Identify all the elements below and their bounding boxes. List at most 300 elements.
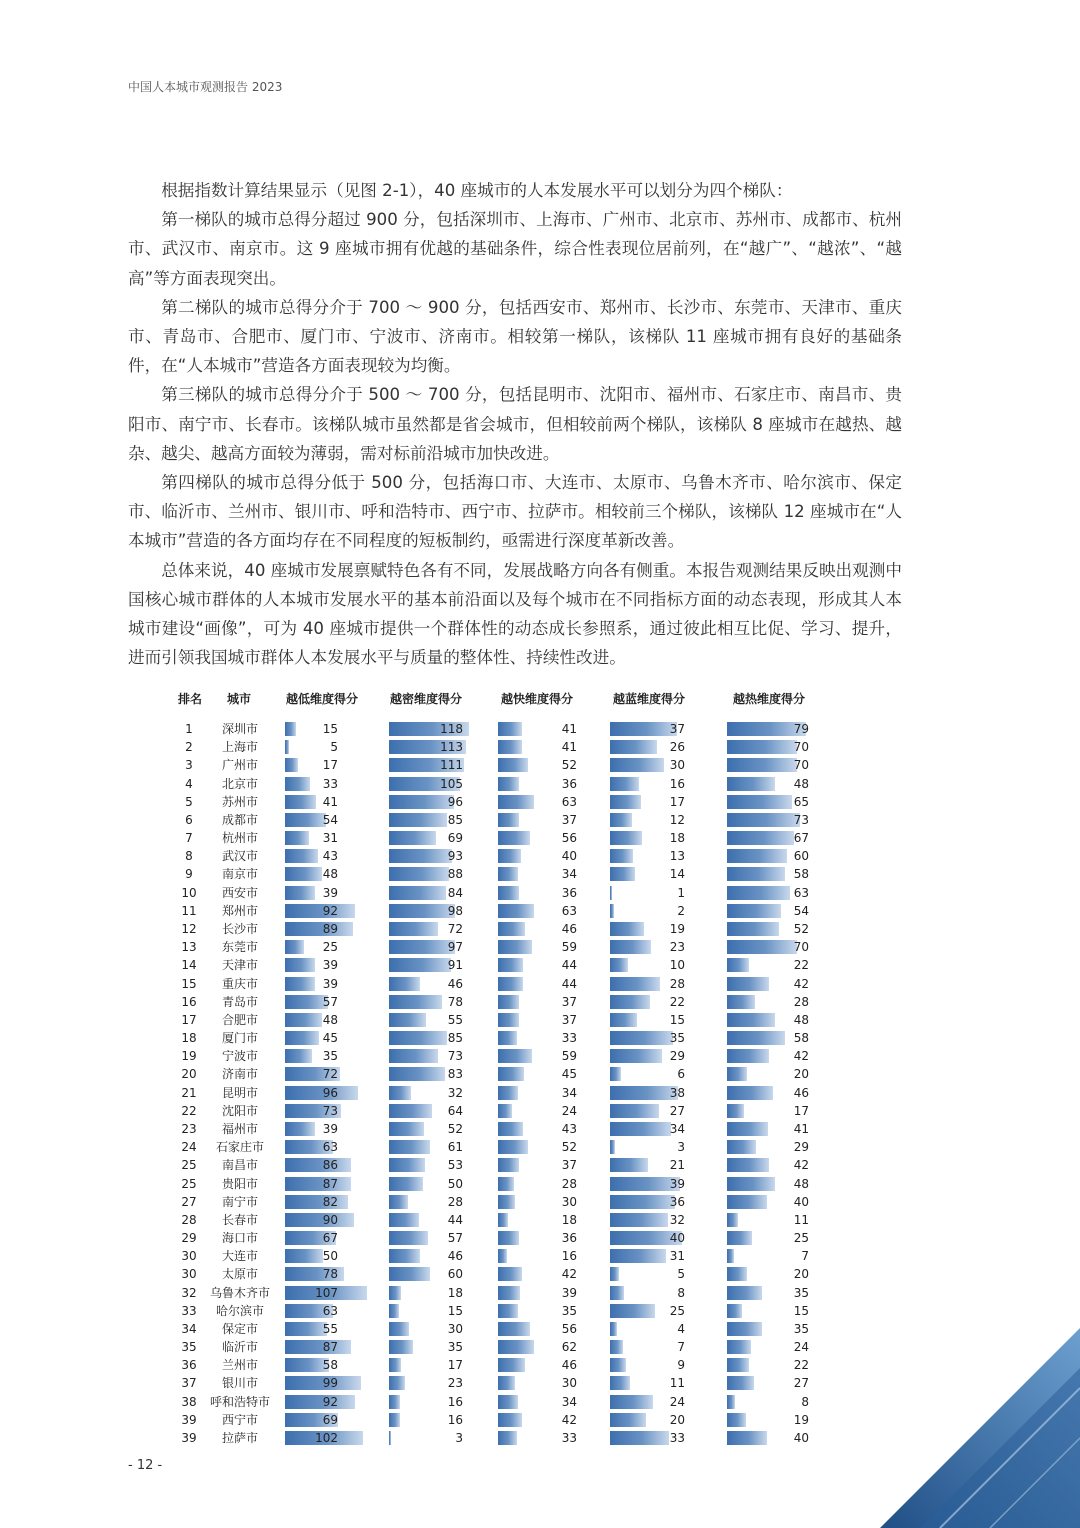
hot-score-value: 70 [793, 758, 809, 773]
low-score-value: 99 [322, 1376, 338, 1391]
city-cell: 宁波市 [221, 1049, 258, 1064]
fast-score-bar [498, 722, 522, 736]
dense-score-bar [389, 1304, 399, 1318]
blue-score-value: 30 [669, 758, 685, 773]
rank-cell: 20 [181, 1067, 197, 1082]
dense-score-value: 60 [447, 1267, 463, 1282]
fast-score-bar [498, 795, 534, 809]
low-score-value: 17 [322, 758, 338, 773]
dense-score-value: 72 [447, 921, 463, 936]
hot-score-value: 65 [793, 794, 809, 809]
fast-score-bar [498, 1213, 508, 1227]
hot-score-bar [727, 1267, 747, 1281]
fast-score-bar [498, 1158, 519, 1172]
table-header-4: 越快维度得分 [501, 692, 574, 706]
fast-score-value: 45 [561, 1067, 577, 1082]
blue-score-value: 3 [677, 1140, 685, 1155]
rank-cell: 15 [181, 976, 197, 991]
rank-cell: 27 [181, 1194, 197, 1209]
low-score-bar [285, 740, 289, 754]
low-score-value: 39 [322, 958, 338, 973]
hot-score-bar [727, 1431, 767, 1445]
hot-score-bar [727, 1340, 751, 1354]
blue-score-bar [610, 795, 641, 809]
low-score-value: 90 [322, 1212, 338, 1227]
dense-score-value: 18 [447, 1285, 463, 1300]
fast-score-bar [498, 813, 519, 827]
hot-score-value: 70 [793, 940, 809, 955]
hot-score-bar [727, 1049, 769, 1063]
hot-score-value: 25 [793, 1231, 809, 1246]
city-cell: 昆明市 [221, 1085, 258, 1100]
hot-score-bar [727, 1140, 756, 1154]
blue-score-value: 17 [669, 794, 685, 809]
paragraph: 第二梯队的城市总得分介于 700 ～ 900 分，包括西安市、郑州市、长沙市、东莞市、天津市、重庆市、青岛市、合肥市、厦门市、宁波市、济南市。相较第一梯队，该梯队 11 座城市拥有良好的基础条件，在“人本城市”营造各方面表现较为均衡。 [128, 297, 902, 376]
blue-score-value: 12 [669, 812, 685, 827]
low-score-value: 39 [322, 1121, 338, 1136]
dense-score-bar [389, 1013, 426, 1027]
rank-cell: 33 [181, 1303, 197, 1318]
low-score-value: 41 [322, 794, 338, 809]
hot-score-value: 8 [801, 1394, 809, 1409]
hot-score-value: 29 [793, 1140, 809, 1155]
rank-cell: 6 [185, 812, 193, 827]
rank-cell: 16 [181, 994, 197, 1009]
low-score-value: 55 [322, 1321, 338, 1336]
corner-decoration [880, 1328, 1080, 1528]
dense-score-bar [389, 1195, 408, 1209]
dense-score-value: 69 [447, 831, 463, 846]
rank-cell: 13 [181, 940, 197, 955]
fast-score-value: 37 [561, 1012, 577, 1027]
hot-score-value: 41 [793, 1121, 809, 1136]
blue-score-value: 14 [669, 867, 685, 882]
low-score-value: 43 [322, 849, 338, 864]
city-cell: 长春市 [221, 1212, 258, 1227]
dense-score-value: 85 [447, 1031, 463, 1046]
fast-score-bar [498, 1140, 528, 1154]
fast-score-bar [498, 740, 522, 754]
fast-score-value: 44 [561, 958, 577, 973]
city-cell: 保定市 [221, 1321, 258, 1336]
rank-cell: 39 [181, 1412, 197, 1427]
hot-score-value: 22 [793, 1358, 809, 1373]
dense-score-value: 97 [447, 940, 463, 955]
dense-score-value: 57 [447, 1231, 463, 1246]
city-cell: 西宁市 [221, 1412, 258, 1427]
blue-score-value: 5 [677, 1267, 685, 1282]
rank-cell: 2 [185, 740, 193, 755]
city-cell: 贵阳市 [221, 1176, 258, 1191]
rank-cell: 30 [181, 1267, 197, 1282]
rank-cell: 4 [185, 776, 193, 791]
rank-cell: 3 [185, 758, 193, 773]
city-cell: 哈尔滨市 [215, 1303, 264, 1318]
fast-score-value: 41 [561, 722, 577, 736]
city-cell: 长沙市 [221, 921, 258, 936]
dense-score-bar [389, 1286, 401, 1300]
dense-score-value: 118 [440, 722, 463, 736]
dense-score-value: 96 [447, 794, 463, 809]
city-cell: 大连市 [221, 1249, 258, 1264]
fast-score-bar [498, 1177, 514, 1191]
fast-score-value: 34 [561, 1085, 577, 1100]
hot-score-value: 48 [793, 776, 809, 791]
dense-score-bar [389, 1340, 413, 1354]
dense-score-value: 113 [440, 740, 463, 755]
city-cell: 太原市 [221, 1267, 258, 1282]
blue-score-value: 10 [669, 958, 685, 973]
blue-score-bar [610, 777, 639, 791]
rank-cell: 9 [185, 867, 193, 882]
low-score-value: 102 [315, 1431, 338, 1446]
fast-score-bar [498, 1249, 507, 1263]
rank-cell: 17 [181, 1012, 197, 1027]
rank-cell: 23 [181, 1121, 197, 1136]
fast-score-bar [498, 777, 519, 791]
hot-score-value: 19 [793, 1412, 809, 1427]
fast-score-value: 56 [561, 831, 577, 846]
rank-cell: 25 [181, 1176, 197, 1191]
city-cell: 成都市 [221, 812, 258, 827]
blue-score-value: 22 [669, 994, 685, 1009]
blue-score-value: 37 [669, 722, 685, 736]
low-score-value: 35 [322, 1049, 338, 1064]
dense-score-bar [389, 1413, 400, 1427]
blue-score-value: 6 [677, 1067, 685, 1082]
fast-score-bar [498, 1067, 524, 1081]
fast-score-bar [498, 1431, 517, 1445]
city-cell: 沈阳市 [221, 1103, 258, 1118]
rank-cell: 5 [185, 794, 193, 809]
blue-score-value: 34 [669, 1121, 685, 1136]
table-header-1: 城市 [227, 692, 252, 706]
hot-score-value: 20 [793, 1067, 809, 1082]
low-score-value: 31 [322, 831, 338, 846]
dense-score-bar [389, 1086, 411, 1100]
low-score-value: 5 [330, 740, 338, 755]
paragraph: 第三梯队的城市总得分介于 500 ～ 700 分，包括昆明市、沈阳市、福州市、石家庄市、南昌市、贵阳市、南宁市、长春市。该梯队城市虽然都是省会城市，但相较前两个梯队，该梯队 8 座城市在越热、越杂、越尖、越高方面较为薄弱，需对标前沿城市加快改进。 [128, 385, 902, 463]
fast-score-value: 36 [561, 885, 577, 900]
hot-score-bar [727, 1177, 775, 1191]
rank-cell: 36 [181, 1358, 197, 1373]
fast-score-value: 28 [561, 1176, 577, 1191]
fast-score-value: 16 [561, 1249, 577, 1264]
blue-score-value: 21 [669, 1158, 685, 1173]
blue-score-value: 31 [669, 1249, 685, 1264]
rank-cell: 12 [181, 921, 197, 936]
rank-cell: 19 [181, 1049, 197, 1064]
dense-score-value: 16 [447, 1394, 463, 1409]
hot-score-value: 46 [793, 1085, 809, 1100]
blue-score-value: 15 [669, 1012, 685, 1027]
blue-score-value: 9 [677, 1358, 685, 1373]
low-score-value: 63 [322, 1140, 338, 1155]
blue-score-bar [610, 1158, 648, 1172]
city-cell: 苏州市 [221, 794, 258, 809]
table-header-3: 越密维度得分 [390, 692, 463, 706]
blue-score-bar [610, 958, 628, 972]
low-score-value: 63 [322, 1303, 338, 1318]
city-cell: 福州市 [221, 1121, 258, 1136]
dense-score-value: 23 [447, 1376, 463, 1391]
fast-score-value: 40 [561, 849, 577, 864]
blue-score-value: 13 [669, 849, 685, 864]
fast-score-bar [498, 904, 534, 918]
fast-score-bar [498, 1086, 518, 1100]
blue-score-bar [610, 1267, 619, 1281]
blue-score-value: 38 [669, 1085, 685, 1100]
fast-score-bar [498, 1013, 519, 1027]
fast-score-value: 59 [561, 940, 577, 955]
rank-cell: 30 [181, 1249, 197, 1264]
fast-score-value: 52 [561, 758, 577, 773]
low-score-value: 57 [322, 994, 338, 1009]
fast-score-value: 46 [561, 921, 577, 936]
blue-score-bar [610, 1067, 621, 1081]
blue-score-value: 25 [669, 1303, 685, 1318]
blue-score-value: 4 [677, 1321, 685, 1336]
hot-score-bar [727, 958, 749, 972]
rank-cell: 28 [181, 1212, 197, 1227]
fast-score-value: 63 [561, 903, 577, 918]
low-score-value: 25 [322, 940, 338, 955]
hot-score-bar [727, 777, 775, 791]
city-cell: 深圳市 [221, 722, 258, 736]
low-score-value: 45 [322, 1031, 338, 1046]
hot-score-bar [727, 1086, 773, 1100]
city-cell: 北京市 [221, 776, 258, 791]
paragraph: 总体来说，40 座城市发展禀赋特色各有不同，发展战略方向各有侧重。本报告观测结果反映出观测中国核心城市群体的人本城市发展水平的基本前沿面以及每个城市在不同指标方面的动态表现，形成其人本城市建设“画像”，可为 40 座城市提供一个群体性的动态成长参照系，通过彼此相互比促、学习、提升，进而引领我国城市群体人本发展水平与质量的整体性、持续性改进。 [128, 560, 902, 668]
table-header-0: 排名 [178, 692, 203, 706]
dense-score-value: 84 [447, 885, 463, 900]
blue-score-value: 1 [677, 885, 685, 900]
hot-score-value: 42 [793, 1049, 809, 1064]
hot-score-value: 17 [793, 1103, 809, 1118]
low-score-value: 15 [322, 722, 338, 736]
city-cell: 合肥市 [221, 1012, 258, 1027]
fast-score-value: 62 [561, 1340, 577, 1355]
fast-score-value: 18 [561, 1212, 577, 1227]
page-number: - 12 - [128, 1458, 163, 1473]
dense-score-value: 3 [455, 1431, 463, 1446]
table-header-6: 越热维度得分 [733, 692, 806, 706]
hot-score-value: 28 [793, 994, 809, 1009]
city-cell: 银川市 [221, 1376, 258, 1391]
fast-score-value: 42 [561, 1267, 577, 1282]
hot-score-value: 60 [793, 849, 809, 864]
hot-score-bar [727, 1286, 762, 1300]
fast-score-value: 42 [561, 1412, 577, 1427]
low-score-value: 39 [322, 976, 338, 991]
rank-cell: 34 [181, 1321, 197, 1336]
rank-cell: 11 [181, 903, 197, 918]
city-cell: 上海市 [221, 740, 258, 755]
table-header-2: 越低维度得分 [286, 692, 359, 706]
low-score-value: 48 [322, 867, 338, 882]
hot-score-value: 42 [793, 976, 809, 991]
blue-score-value: 36 [669, 1194, 685, 1209]
dense-score-bar [389, 1431, 391, 1445]
blue-score-value: 16 [669, 776, 685, 791]
city-cell: 东莞市 [221, 940, 258, 955]
fast-score-bar [498, 1286, 520, 1300]
hot-score-bar [727, 1122, 768, 1136]
blue-score-bar [610, 849, 633, 863]
blue-score-bar [610, 1340, 623, 1354]
rank-cell: 10 [181, 885, 197, 900]
low-score-value: 92 [322, 1394, 338, 1409]
low-score-value: 92 [322, 903, 338, 918]
dense-score-value: 46 [447, 1249, 463, 1264]
low-score-value: 107 [315, 1285, 338, 1300]
fast-score-bar [498, 958, 523, 972]
fast-score-value: 36 [561, 1231, 577, 1246]
blue-score-bar [610, 831, 642, 845]
low-score-bar [285, 722, 296, 736]
city-cell: 广州市 [221, 758, 258, 773]
hot-score-bar [727, 1013, 775, 1027]
dense-score-value: 88 [447, 867, 463, 882]
rank-cell: 25 [181, 1158, 197, 1173]
dense-score-value: 46 [447, 976, 463, 991]
blue-score-bar [610, 904, 614, 918]
fast-score-bar [498, 1031, 517, 1045]
low-score-value: 39 [322, 885, 338, 900]
low-score-value: 54 [322, 812, 338, 827]
fast-score-bar [498, 1267, 522, 1281]
rank-cell: 32 [181, 1285, 197, 1300]
fast-score-value: 63 [561, 794, 577, 809]
low-score-value: 67 [322, 1231, 338, 1246]
fast-score-value: 41 [561, 740, 577, 755]
hot-score-value: 70 [793, 740, 809, 755]
hot-score-value: 40 [793, 1194, 809, 1209]
city-cell: 重庆市 [221, 976, 258, 991]
blue-score-value: 18 [669, 831, 685, 846]
blue-score-value: 19 [669, 921, 685, 936]
hot-score-value: 58 [793, 867, 809, 882]
blue-score-value: 33 [669, 1431, 685, 1446]
blue-score-value: 29 [669, 1049, 685, 1064]
dense-score-value: 91 [447, 958, 463, 973]
hot-score-value: 58 [793, 1031, 809, 1046]
hot-score-value: 15 [793, 1303, 809, 1318]
fast-score-value: 37 [561, 1158, 577, 1173]
rank-cell: 18 [181, 1031, 197, 1046]
low-score-value: 78 [322, 1267, 338, 1282]
fast-score-bar [498, 1358, 525, 1372]
hot-score-value: 27 [793, 1376, 809, 1391]
dense-score-bar [389, 977, 420, 991]
hot-score-bar [727, 1304, 742, 1318]
fast-score-value: 37 [561, 994, 577, 1009]
rank-cell: 14 [181, 958, 197, 973]
dense-score-value: 44 [447, 1212, 463, 1227]
fast-score-value: 46 [561, 1358, 577, 1373]
fast-score-bar [498, 1122, 523, 1136]
low-score-value: 86 [322, 1158, 338, 1173]
blue-score-bar [610, 922, 644, 936]
hot-score-value: 48 [793, 1176, 809, 1191]
dense-score-value: 93 [447, 849, 463, 864]
hot-score-bar [727, 1104, 744, 1118]
city-cell: 兰州市 [221, 1358, 258, 1373]
hot-score-bar [727, 1322, 762, 1336]
blue-score-bar [610, 1413, 646, 1427]
fast-score-bar [498, 849, 521, 863]
blue-score-value: 26 [669, 740, 685, 755]
hot-score-bar [727, 1195, 767, 1209]
fast-score-value: 34 [561, 1394, 577, 1409]
blue-score-bar [610, 1358, 626, 1372]
dense-score-value: 16 [447, 1412, 463, 1427]
dense-score-value: 61 [447, 1140, 463, 1155]
city-cell: 青岛市 [221, 994, 258, 1009]
city-cell: 武汉市 [221, 849, 258, 864]
dense-score-value: 50 [447, 1176, 463, 1191]
paragraph: 第四梯队的城市总得分低于 500 分，包括海口市、大连市、太原市、乌鲁木齐市、哈尔滨市、保定市、临沂市、兰州市、银川市、呼和浩特市、西宁市、拉萨市。相较前三个梯队，该梯队 12 座城市在“人本城市”营造的各方面均存在不同程度的短板制约，亟需进行深度革新改善。 [128, 473, 902, 551]
dense-score-bar [389, 1249, 420, 1263]
blue-score-value: 7 [677, 1340, 685, 1355]
dense-score-value: 35 [447, 1340, 463, 1355]
hot-score-value: 54 [793, 903, 809, 918]
rank-cell: 8 [185, 849, 193, 864]
fast-score-bar [498, 1304, 518, 1318]
hot-score-value: 7 [801, 1249, 809, 1264]
fast-score-value: 44 [561, 976, 577, 991]
city-cell: 济南市 [221, 1067, 258, 1082]
fast-score-bar [498, 1340, 534, 1354]
blue-score-bar [610, 1286, 624, 1300]
city-cell: 呼和浩特市 [209, 1394, 270, 1409]
fast-score-bar [498, 1413, 522, 1427]
city-cell: 西安市 [221, 885, 258, 900]
low-score-value: 87 [322, 1340, 338, 1355]
dense-score-bar [389, 1177, 423, 1191]
fast-score-value: 37 [561, 812, 577, 827]
fast-score-bar [498, 1322, 530, 1336]
low-score-value: 50 [322, 1249, 338, 1264]
city-cell: 临沂市 [221, 1340, 258, 1355]
fast-score-value: 30 [561, 1194, 577, 1209]
city-cell: 石家庄市 [215, 1140, 264, 1155]
fast-score-value: 30 [561, 1376, 577, 1391]
hot-score-bar [727, 977, 769, 991]
dense-score-bar [389, 1122, 424, 1136]
low-score-value: 89 [322, 921, 338, 936]
hot-score-value: 63 [793, 885, 809, 900]
rank-cell: 37 [181, 1376, 197, 1391]
dense-score-bar [389, 1395, 400, 1409]
low-score-value: 87 [322, 1176, 338, 1191]
fast-score-value: 39 [561, 1285, 577, 1300]
hot-score-value: 24 [793, 1340, 809, 1355]
city-cell: 天津市 [221, 958, 258, 973]
city-cell: 杭州市 [221, 831, 258, 846]
rank-cell: 39 [181, 1431, 197, 1446]
rank-cell: 24 [181, 1140, 197, 1155]
blue-score-bar [610, 1140, 615, 1154]
hot-score-value: 35 [793, 1321, 809, 1336]
rank-cell: 22 [181, 1103, 197, 1118]
city-cell: 南宁市 [221, 1194, 258, 1209]
dense-score-value: 85 [447, 812, 463, 827]
dense-score-value: 64 [447, 1103, 463, 1118]
city-cell: 南京市 [221, 867, 258, 882]
fast-score-bar [498, 1395, 518, 1409]
hot-score-bar [727, 1213, 738, 1227]
